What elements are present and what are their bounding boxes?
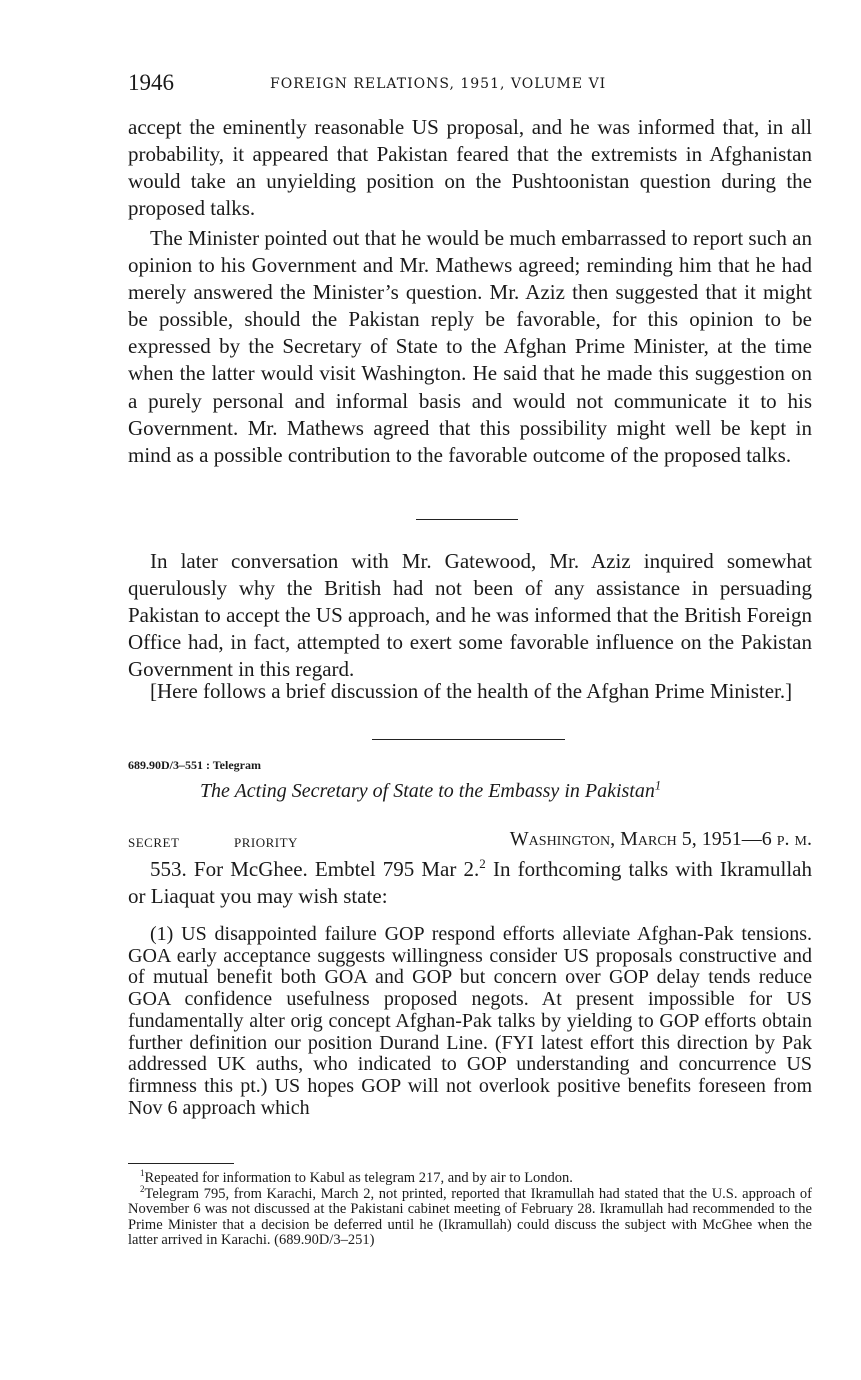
running-head: FOREIGN RELATIONS, 1951, VOLUME VI bbox=[270, 76, 607, 92]
footnote-rule bbox=[128, 1163, 234, 1164]
section-divider bbox=[416, 519, 518, 520]
footnote-2 bbox=[128, 1183, 812, 1249]
page-header bbox=[128, 70, 812, 104]
paragraph-bracketed-note: [Here follows a brief discussion of the health of the Afghan Prime Minister.] bbox=[150, 679, 793, 703]
document-divider bbox=[372, 739, 565, 740]
document-title bbox=[0, 780, 861, 803]
page-number: 1946 bbox=[128, 70, 174, 95]
place-date: Washington, March 5, 1951—6 p. m. bbox=[509, 828, 812, 850]
footnote-text: Telegram 795, from Karachi, March 2, not printed, reported that Ikramullah had stated that the U.S. approach of November 6 was not discussed at the Pakistani cabinet meeting of February 28. Ikramullah had recommended to the Prime Minister that a decision be deferred until he (Ikramullah) could discuss the subject with McGhee when the latter arrived in Karachi. (689.90D/3–251) bbox=[128, 1185, 812, 1249]
footnotes bbox=[128, 1168, 812, 1249]
footnote-text: Repeated for information to Kabul as telegram 217, and by air to London. bbox=[144, 1170, 573, 1186]
telegram-point-1: (1) US disappointed failure GOP respond efforts alleviate Afghan-Pak tensions. GOA early acceptance suggests willingness consider US proposals constructive and of mutual benefit both GOA and GOP but concern over GOP delay tends reduce GOA confidence usefulness proposed negots. At present impossible for US fundamentally alter orig concept Afghan-Pak talks by yielding to GOP efforts obtain further definition our position Durand Line. (FYI latest effort this direction by Pak addressed UK auths, who indicated to GOP understanding and concurrence US firmness this pt.) US hopes GOP will not overlook positive benefits foreseen from Nov 6 approach which bbox=[128, 923, 812, 1119]
footnote-mark: 1 bbox=[140, 1168, 145, 1179]
classification-label: SECRET bbox=[128, 835, 180, 850]
paragraph-continuation: accept the eminently reasonable US proposal, and he was informed that, in all probability, it appeared that Pakistan feared that the extremists in Afghanistan would take an unyielding position on the Pushtoonistan question during the proposed talks. bbox=[128, 115, 812, 221]
footnote-1 bbox=[128, 1168, 812, 1187]
file-reference: 689.90D/3–551 : Telegram bbox=[128, 758, 261, 772]
paragraph-minister: The Minister pointed out that he would be much embarrassed to report such an opinion to his Government and Mr. Mathews agreed; reminding him that he had merely answered the Minister’s question. Mr. Aziz then suggested that it might be possible, should the Pakistan reply be favorable, for this opinion to be expressed by the Secretary of State to the Afghan Prime Minister, at the time when the latter would visit Washington. He said that he made this suggestion on a purely personal and informal basis and would not communicate it to his Government. Mr. Mathews agreed that this possibility might well be kept in mind as a possible contribution to the favorable outcome of the proposed talks. bbox=[128, 226, 812, 467]
precedence-label: PRIORITY bbox=[234, 835, 298, 850]
footnote-ref-2: 2 bbox=[479, 856, 486, 871]
telegram-opening bbox=[128, 856, 812, 910]
paragraph-gatewood: In later conversation with Mr. Gatewood, Mr. Aziz inquired somewhat querulously why the British had not been of any assistance in persuading Pakistan to accept the US approach, and he was informed that the British Foreign Office had, in fact, attempted to exert some favorable influence on the Pakistan Government in this regard. bbox=[128, 549, 812, 682]
document-title-text: The Acting Secretary of State to the Embassy in Pakistan bbox=[199, 780, 655, 802]
footnote-ref-1: 1 bbox=[654, 778, 662, 793]
dateline bbox=[128, 828, 812, 854]
telegram-opening-text: 553. For McGhee. Embtel 795 Mar 2. bbox=[150, 857, 480, 881]
telegram-opening-rest: In forthcoming talks with Ikramullah or Liaquat you may wish state: bbox=[128, 857, 812, 909]
footnote-mark: 2 bbox=[140, 1183, 145, 1194]
